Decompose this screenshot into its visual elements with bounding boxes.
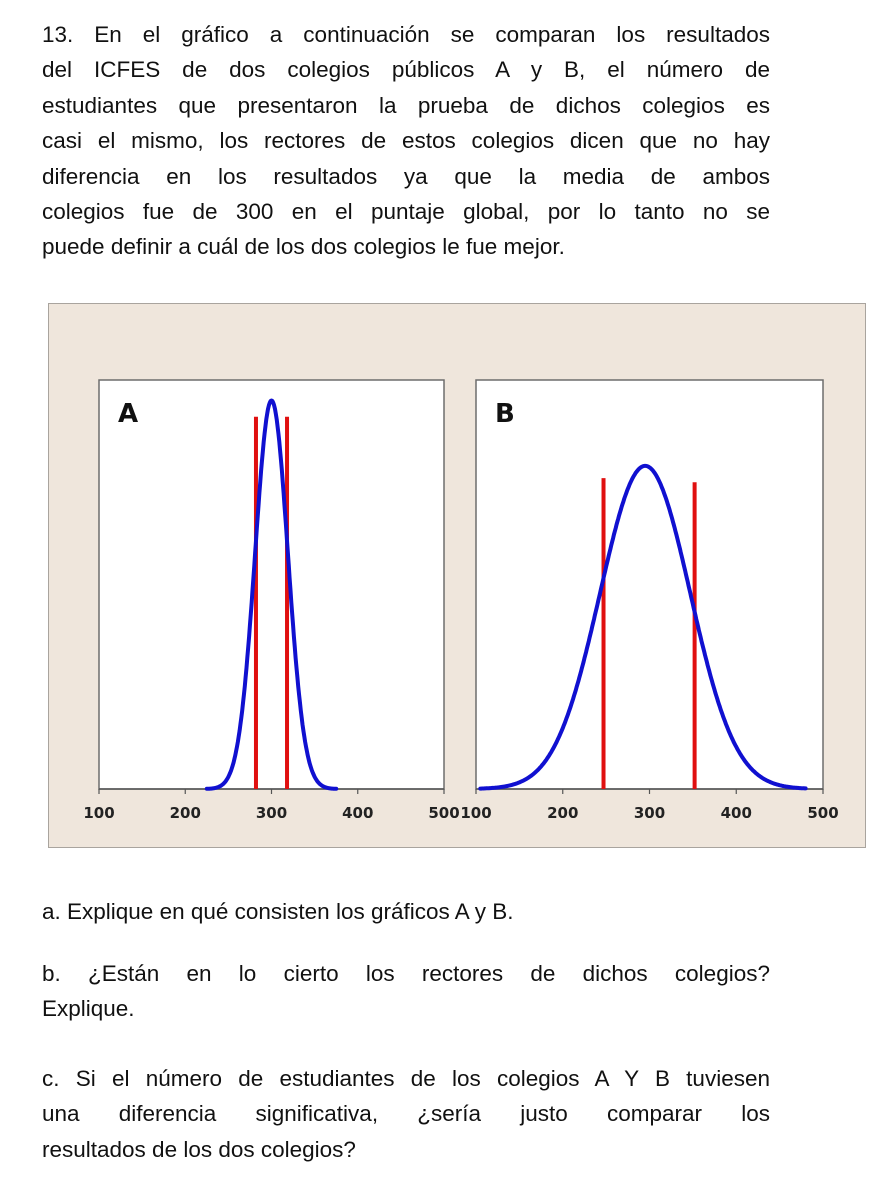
text-line: a. Explique en qué consisten los gráficos A y B. — [42, 899, 514, 924]
text-line: resultados de los dos colegios? — [42, 1136, 356, 1162]
text-line: Explique. — [42, 996, 135, 1022]
text-line: puede definir a cuál de los dos colegios le fue mejor. — [42, 234, 565, 260]
part-b — [42, 956, 770, 1027]
part-a — [42, 894, 770, 929]
panel-label-B: B — [495, 399, 515, 429]
x-tick-label: 400 — [720, 804, 752, 822]
text-line: b. ¿Están en lo cierto los rectores de dichos colegios? — [42, 961, 770, 986]
text-line: estudiantes que presentaron la prueba de dichos colegios es — [42, 92, 770, 118]
text-line: diferencia en los resultados ya que la media de ambos — [42, 163, 770, 189]
x-tick-label: 500 — [807, 804, 839, 822]
x-tick-label: 100 — [83, 804, 115, 822]
plot-area-A — [99, 380, 444, 789]
text-line: c. Si el número de estudiantes de los colegios A Y B tuviesen — [42, 1066, 770, 1091]
text-line: colegios fue de 300 en el puntaje global, por lo tanto no se — [42, 199, 770, 225]
question-text — [42, 17, 770, 265]
text-line: casi el mismo, los rectores de estos colegios dicen que no hay — [42, 128, 770, 154]
x-tick-label: 200 — [547, 804, 579, 822]
chart-panel — [48, 303, 866, 848]
part-c — [42, 1061, 770, 1167]
x-tick-label: 500 — [428, 804, 460, 822]
text-line: una diferencia significativa, ¿sería justo comparar los — [42, 1101, 770, 1127]
panel-label-A: A — [118, 399, 139, 429]
x-tick-label: 200 — [169, 804, 201, 822]
plot-area-B — [476, 380, 823, 789]
text-line: del ICFES de dos colegios públicos A y B, el número de — [42, 57, 770, 83]
normal-distribution-charts — [49, 304, 867, 849]
x-tick-label: 300 — [633, 804, 666, 822]
x-tick-label: 100 — [460, 804, 492, 822]
text-line: 13. En el gráfico a continuación se comparan los resultados — [42, 22, 770, 47]
x-tick-label: 300 — [255, 804, 288, 822]
x-tick-label: 400 — [342, 804, 374, 822]
